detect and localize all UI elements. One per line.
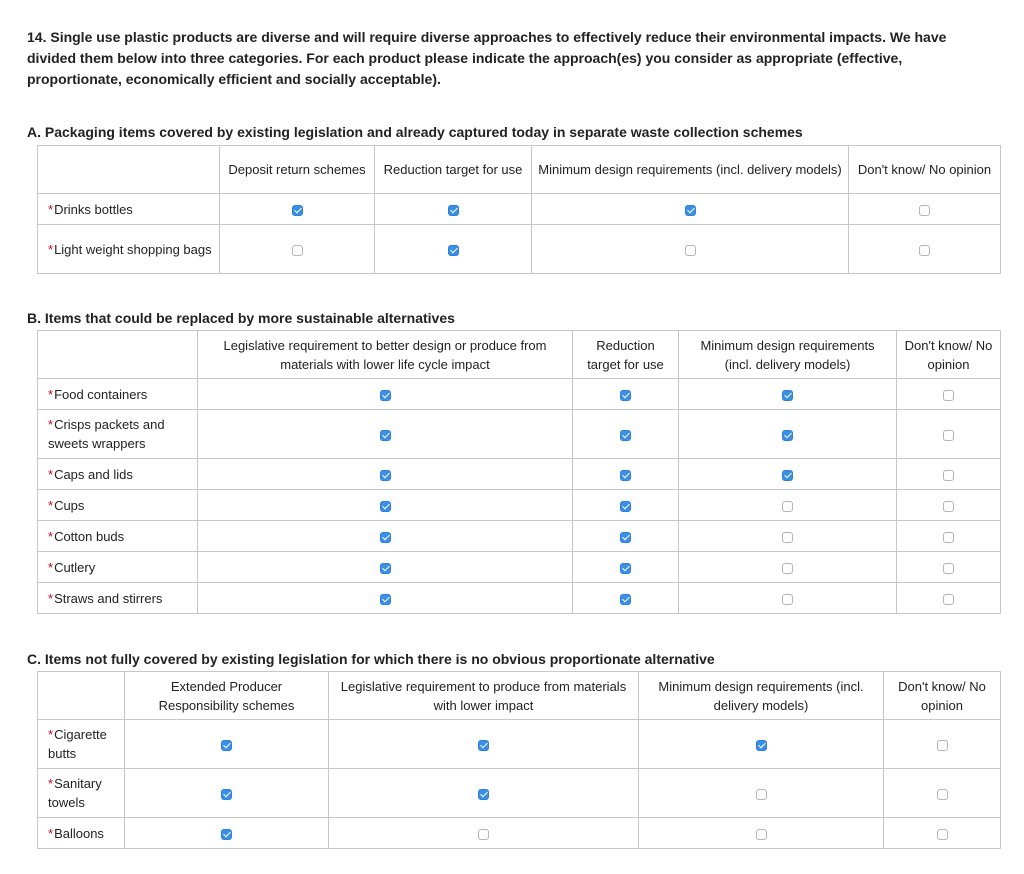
column-header: Minimum design requirements (incl. delivery models) [639, 672, 884, 720]
checkbox-checked[interactable] [782, 470, 793, 481]
question-text: 14. Single use plastic products are diverse and will require diverse approaches to effectively reduce their environmental impacts. We have divided them below into three categories. For each product please indicate the approach(es) you consider as appropriate (effective, proportionate, economically efficient and socially acceptable). [27, 29, 947, 87]
table-row [38, 194, 1001, 225]
checkbox-cell [573, 459, 679, 490]
checkbox-checked[interactable] [685, 205, 696, 216]
checkbox-unchecked[interactable] [943, 470, 954, 481]
checkbox-cell [679, 552, 897, 583]
corner-cell [38, 146, 220, 194]
checkbox-checked[interactable] [756, 740, 767, 751]
checkbox-checked[interactable] [620, 470, 631, 481]
column-header: Legislative requirement to produce from materials with lower impact [329, 672, 639, 720]
table-row [38, 459, 1001, 490]
checkbox-checked[interactable] [380, 532, 391, 543]
checkbox-cell [639, 818, 884, 849]
column-header: Reduction target for use [573, 331, 679, 379]
checkbox-checked[interactable] [620, 594, 631, 605]
required-marker: * [48, 417, 54, 432]
checkbox-checked[interactable] [380, 470, 391, 481]
checkbox-cell [897, 490, 1001, 521]
section-a-table [37, 145, 1001, 274]
checkbox-cell [198, 410, 573, 459]
checkbox-cell [375, 225, 532, 274]
checkbox-unchecked[interactable] [943, 532, 954, 543]
row-label [38, 720, 125, 769]
checkbox-cell [897, 410, 1001, 459]
checkbox-checked[interactable] [380, 390, 391, 401]
checkbox-unchecked[interactable] [478, 829, 489, 840]
checkbox-cell [573, 490, 679, 521]
checkbox-checked[interactable] [221, 789, 232, 800]
row-label [38, 490, 198, 521]
column-header: Don't know/ No opinion [897, 331, 1001, 379]
checkbox-cell [198, 583, 573, 614]
column-header: Legislative requirement to better design or produce from materials with lower life cycle impact [198, 331, 573, 379]
row-label [38, 583, 198, 614]
required-marker: * [48, 559, 54, 575]
checkbox-cell [375, 194, 532, 225]
row-label [38, 769, 125, 818]
corner-cell [38, 331, 198, 379]
column-header: Minimum design requirements (incl. delivery models) [679, 331, 897, 379]
checkbox-cell [125, 769, 329, 818]
checkbox-cell [198, 552, 573, 583]
checkbox-cell [679, 410, 897, 459]
checkbox-checked[interactable] [620, 430, 631, 441]
checkbox-cell [125, 818, 329, 849]
table-row [38, 583, 1001, 614]
table-row [38, 379, 1001, 410]
checkbox-cell [198, 521, 573, 552]
row-label-text: Cutlery [54, 559, 96, 575]
required-marker: * [48, 825, 54, 841]
checkbox-unchecked[interactable] [919, 205, 930, 216]
checkbox-checked[interactable] [448, 205, 459, 216]
checkbox-cell [198, 490, 573, 521]
table-row [38, 769, 1001, 818]
row-label-text: Food containers [54, 386, 148, 402]
checkbox-unchecked[interactable] [756, 829, 767, 840]
checkbox-unchecked[interactable] [292, 245, 303, 256]
required-marker: * [48, 776, 54, 791]
row-label-text: Sanitary towels [48, 776, 102, 810]
checkbox-cell [573, 379, 679, 410]
row-label [38, 552, 198, 583]
row-label-text: Light weight shopping bags [54, 241, 212, 257]
row-label [38, 459, 198, 490]
checkbox-cell [573, 410, 679, 459]
checkbox-checked[interactable] [292, 205, 303, 216]
section-a-title: A. Packaging items covered by existing legislation and already captured today in separate waste collection schemes [27, 124, 803, 140]
checkbox-unchecked[interactable] [937, 740, 948, 751]
row-label-text: Cotton buds [54, 528, 125, 544]
table-row [38, 552, 1001, 583]
row-label-text: Straws and stirrers [54, 590, 163, 606]
section-b-table [37, 330, 1001, 614]
row-label [38, 818, 125, 849]
checkbox-cell [573, 521, 679, 552]
table-row [38, 225, 1001, 274]
column-header: Don't know/ No opinion [884, 672, 1001, 720]
checkbox-cell [220, 225, 375, 274]
checkbox-unchecked[interactable] [937, 789, 948, 800]
row-label [38, 379, 198, 410]
checkbox-cell [198, 379, 573, 410]
checkbox-checked[interactable] [620, 501, 631, 512]
row-label-text: Crisps packets and sweets wrappers [48, 417, 165, 451]
row-label-text: Cigarette butts [48, 727, 107, 761]
checkbox-unchecked[interactable] [782, 594, 793, 605]
checkbox-checked[interactable] [221, 829, 232, 840]
required-marker: * [48, 201, 54, 217]
checkbox-unchecked[interactable] [943, 594, 954, 605]
table-row [38, 410, 1001, 459]
table-row [38, 720, 1001, 769]
row-label [38, 410, 198, 459]
row-label-text: Balloons [54, 825, 104, 841]
column-header: Reduction target for use [375, 146, 532, 194]
table-row [38, 521, 1001, 552]
checkbox-unchecked[interactable] [756, 789, 767, 800]
section-b-title: B. Items that could be replaced by more sustainable alternatives [27, 310, 455, 326]
checkbox-cell [897, 459, 1001, 490]
row-label [38, 225, 220, 274]
checkbox-checked[interactable] [782, 430, 793, 441]
row-label-text: Cups [54, 497, 85, 513]
required-marker: * [48, 590, 54, 606]
checkbox-cell [329, 818, 639, 849]
checkbox-checked[interactable] [620, 532, 631, 543]
checkbox-cell [897, 583, 1001, 614]
row-label [38, 194, 220, 225]
checkbox-cell [639, 769, 884, 818]
checkbox-checked[interactable] [380, 594, 391, 605]
checkbox-cell [573, 583, 679, 614]
checkbox-cell [897, 379, 1001, 410]
checkbox-checked[interactable] [782, 390, 793, 401]
checkbox-checked[interactable] [221, 740, 232, 751]
column-header: Minimum design requirements (incl. delivery models) [532, 146, 849, 194]
corner-cell [38, 672, 125, 720]
checkbox-checked[interactable] [448, 245, 459, 256]
checkbox-cell [679, 583, 897, 614]
checkbox-unchecked[interactable] [919, 245, 930, 256]
required-marker: * [48, 466, 54, 482]
checkbox-checked[interactable] [478, 740, 489, 751]
checkbox-unchecked[interactable] [782, 563, 793, 574]
required-marker: * [48, 386, 54, 402]
required-marker: * [48, 727, 54, 742]
checkbox-cell [884, 769, 1001, 818]
checkbox-unchecked[interactable] [782, 532, 793, 543]
checkbox-unchecked[interactable] [943, 390, 954, 401]
checkbox-checked[interactable] [380, 501, 391, 512]
checkbox-cell [884, 818, 1001, 849]
checkbox-checked[interactable] [620, 563, 631, 574]
checkbox-unchecked[interactable] [782, 501, 793, 512]
required-marker: * [48, 497, 54, 513]
checkbox-checked[interactable] [478, 789, 489, 800]
checkbox-cell [679, 521, 897, 552]
table-row [38, 818, 1001, 849]
checkbox-cell [679, 490, 897, 521]
checkbox-cell [897, 552, 1001, 583]
column-header: Don't know/ No opinion [849, 146, 1001, 194]
row-label-text: Caps and lids [54, 466, 133, 482]
checkbox-cell [220, 194, 375, 225]
checkbox-cell [897, 521, 1001, 552]
row-label-text: Drinks bottles [54, 201, 133, 217]
checkbox-cell [532, 194, 849, 225]
checkbox-cell [573, 552, 679, 583]
checkbox-checked[interactable] [380, 430, 391, 441]
checkbox-checked[interactable] [380, 563, 391, 574]
checkbox-cell [125, 720, 329, 769]
checkbox-cell [849, 194, 1001, 225]
row-label [38, 521, 198, 552]
checkbox-unchecked[interactable] [937, 829, 948, 840]
checkbox-unchecked[interactable] [685, 245, 696, 256]
checkbox-cell [884, 720, 1001, 769]
checkbox-unchecked[interactable] [943, 430, 954, 441]
required-marker: * [48, 241, 54, 257]
checkbox-cell [329, 720, 639, 769]
section-c-title: C. Items not fully covered by existing legislation for which there is no obvious proportionate alternative [27, 651, 715, 667]
checkbox-cell [849, 225, 1001, 274]
checkbox-unchecked[interactable] [943, 501, 954, 512]
checkbox-cell [198, 459, 573, 490]
checkbox-cell [639, 720, 884, 769]
checkbox-cell [679, 459, 897, 490]
column-header: Extended Producer Responsibility schemes [125, 672, 329, 720]
checkbox-cell [329, 769, 639, 818]
required-marker: * [48, 528, 54, 544]
checkbox-unchecked[interactable] [943, 563, 954, 574]
checkbox-cell [679, 379, 897, 410]
checkbox-cell [532, 225, 849, 274]
table-row [38, 490, 1001, 521]
section-c-table [37, 671, 1001, 849]
checkbox-checked[interactable] [620, 390, 631, 401]
column-header: Deposit return schemes [220, 146, 375, 194]
